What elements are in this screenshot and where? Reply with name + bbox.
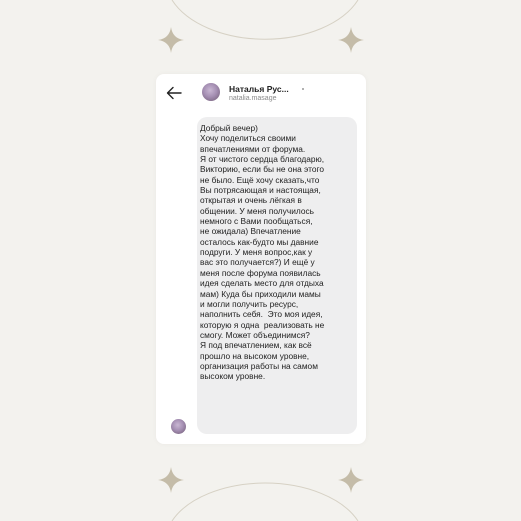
message-line: Вы потрясающая и настоящая, (200, 185, 321, 196)
message-line: подруги. У меня вопрос,как у (200, 247, 313, 258)
message-line: мам) Куда бы приходили мамы (200, 288, 321, 299)
star-icon (158, 27, 184, 53)
chat-header (156, 74, 366, 114)
message-line: осталось как-будто мы давние (200, 236, 319, 247)
message-line: не ожидала) Впечатление (200, 226, 301, 237)
avatar[interactable] (202, 83, 220, 101)
status-dot (302, 88, 304, 90)
bottom-arc (172, 483, 358, 521)
arrow-left-icon[interactable] (166, 86, 182, 100)
message-line: идея сделать место для отдыха (200, 278, 324, 289)
message-line: смогу. Может объединимся? (200, 329, 310, 340)
message-line: и могли получить ресурс, (200, 298, 299, 309)
message-line: высоком уровне. (200, 371, 266, 382)
message-line: организация работы на самом (200, 360, 318, 371)
message-line: Я от чистого сердца благодарю, (200, 154, 325, 165)
message-line: прошло на высоком уровне, (200, 350, 310, 361)
top-arc (172, 0, 358, 39)
message-line: общении. У меня получилось (200, 205, 314, 216)
message-line: впечатлениями от форума. (200, 143, 306, 154)
message-avatar (171, 419, 186, 434)
message-line: вас это получается?) И ещё у (200, 257, 315, 268)
message-line: наполнить себя. Это моя идея, (200, 309, 323, 320)
message-line: Добрый вечер) (200, 123, 258, 133)
star-icon (338, 27, 364, 53)
star-icon (338, 467, 364, 493)
message-line: меня после форума появилась (200, 267, 321, 278)
message-line: Викторию, если бы не она этого (200, 164, 325, 175)
message-bubble[interactable] (197, 117, 357, 434)
contact-username: natalia.masage (229, 95, 277, 102)
message-line: Хочу поделиться своими (200, 133, 296, 144)
message-text (200, 123, 357, 382)
contact-name[interactable]: Наталья Рус... (229, 84, 289, 94)
message-line: немного с Вами пообщаться, (200, 216, 313, 227)
chat-window (156, 74, 366, 444)
message-line: Я под впечатлением, как всё (200, 340, 312, 351)
star-icon (158, 467, 184, 493)
message-line: открытая и очень лёгкая в (200, 195, 302, 206)
message-line: которую я одна реализовать не (200, 319, 325, 330)
message-line: не было. Ещё хочу сказать,что (200, 174, 320, 185)
